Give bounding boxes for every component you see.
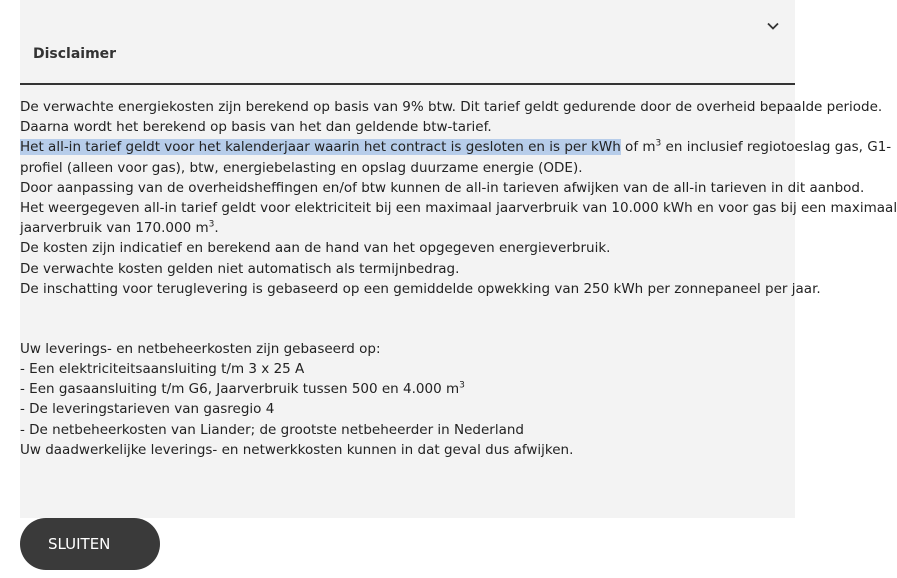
text-line: De verwachte kosten gelden niet automatisch als termijnbedrag. bbox=[20, 260, 460, 277]
text-line: jaarverbruik van 170.000 $m^3$. bbox=[20, 219, 219, 237]
text-line: profiel (alleen voor gas), btw, energiebelasting en opslag duurzame energie (ODE). bbox=[20, 159, 583, 176]
closing-text: Uw daadwerkelijke leverings- en netwerkkosten kunnen in dat geval dus afwijken. bbox=[20, 441, 574, 458]
close-button[interactable]: SLUITEN bbox=[20, 518, 160, 570]
disclaimer-title: Disclaimer bbox=[33, 46, 117, 62]
list-item: - De leveringstarieven van gasregio 4 bbox=[20, 401, 275, 418]
list-item: - Een gasaansluiting t/m G6, Jaarverbruik tussen 500 en 4.000 $m^3$ bbox=[20, 380, 465, 398]
text-line: De kosten zijn indicatief en berekend aan de hand van het opgegeven energieverbruik. bbox=[20, 240, 611, 257]
disclaimer-header[interactable] bbox=[20, 0, 795, 85]
list-item: - Een elektriciteitsaansluiting t/m 3 x 25 A bbox=[20, 361, 305, 378]
text-line: Het all-in tarief geldt voor het kalenderjaar waarin het contract is gesloten en is per kWh of $m^3$ en inclusief regiotoeslag gas, G1- bbox=[20, 138, 892, 156]
text-line: De inschatting voor teruglevering is gebaseerd op een gemiddelde opwekking van 250 kWh per zonnepaneel per jaar. bbox=[20, 280, 821, 297]
selected-text: Het all-in tarief geldt voor het kalenderjaar waarin het contract is gesloten en is per kWh bbox=[20, 139, 621, 156]
text-line: Het weergegeven all-in tarief geldt voor elektriciteit bij een maximaal jaarverbruik van 10.000 kWh en voor gas bij een maximaal bbox=[20, 199, 897, 216]
list-intro: Uw leverings- en netbeheerkosten zijn gebaseerd op: bbox=[20, 340, 381, 357]
text-line: De verwachte energiekosten zijn berekend op basis van 9% btw. Dit tarief geldt gedurende door de overheid bepaalde periode. bbox=[20, 99, 883, 115]
chevron-down-icon[interactable] bbox=[765, 18, 781, 34]
text-line: Door aanpassing van de overheidsheffingen en/of btw kunnen de all-in tarieven afwijken van de all-in tarieven in dit aanbod. bbox=[20, 179, 865, 196]
disclaimer-panel bbox=[20, 0, 897, 518]
text-line: Daarna wordt het berekend op basis van het dan geldende btw-tarief. bbox=[20, 119, 492, 136]
disclaimer-body bbox=[20, 97, 897, 460]
list-item: - De netbeheerkosten van Liander; de grootste netbeheerder in Nederland bbox=[20, 421, 524, 438]
